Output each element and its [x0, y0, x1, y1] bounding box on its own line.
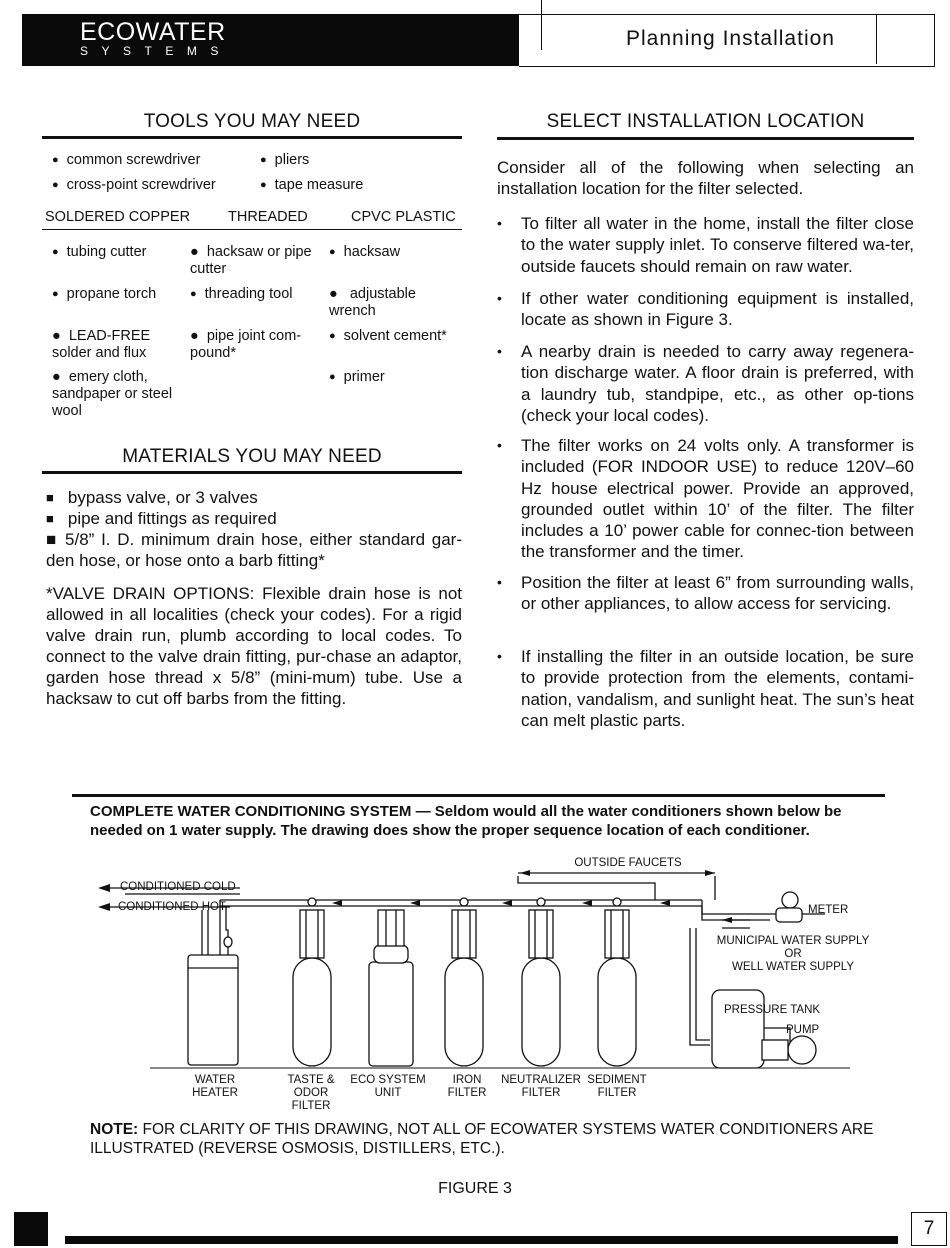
column-header-cpvc: CPVC PLASTIC — [351, 209, 456, 225]
taste-odor-filter — [293, 898, 331, 1066]
conditioned-cold-label: CONDITIONED COLD — [120, 881, 236, 893]
section-rule — [497, 137, 914, 140]
tool-item: ● tubing cutter — [52, 244, 182, 262]
eco-system-unit — [369, 910, 413, 1066]
pressure-tank — [712, 990, 764, 1068]
tool-item: ● primer — [329, 369, 459, 387]
figure-note: NOTE: FOR CLARITY OF THIS DRAWING, NOT ALL OF ECOWATER SYSTEMS WATER CONDITIONERS ARE ILLUSTRATED (REVERSE OSMOSIS, DISTILLERS, ETC.). — [90, 1121, 874, 1157]
tools-heading: TOOLS YOU MAY NEED — [143, 111, 361, 132]
column-header-threaded: THREADED — [228, 209, 308, 225]
materials-heading: MATERIALS YOU MAY NEED — [122, 446, 382, 467]
location-bullet: • The filter works on 24 volts only. A transformer is included (FOR INDOOR USE) to reduce 120V–60 Hz house electrical power. Provide an approved, grounded outlet within 10’ of the filter. The filter includes a 10’ power cable for connec-tion between the transformer and the timer. — [497, 436, 914, 562]
page-title: Planning Installation — [626, 27, 835, 50]
meter-label: METER — [808, 904, 849, 916]
column-header-soldered: SOLDERED COPPER — [45, 209, 191, 225]
municipal-supply-label: MUNICIPAL WATER SUPPLY — [716, 935, 870, 947]
brand-logo: ECOWATER — [80, 18, 226, 46]
pump-icon — [762, 1036, 816, 1064]
location-bullet: • Position the filter at least 6” from surrounding walls, or other appliances, to allow access for servicing. — [497, 573, 914, 614]
taste-odor-label: TASTE & ODOR FILTER — [287, 1074, 335, 1112]
tool-item: ● LEAD-FREE solder and flux — [52, 328, 151, 361]
tool-item: ● cross-point screwdriver — [52, 177, 216, 195]
tool-item: ● propane torch — [52, 286, 182, 304]
header-divider — [541, 0, 542, 50]
material-item: ■ pipe and fittings as required — [46, 508, 277, 530]
figure-number: FIGURE 3 — [438, 1180, 512, 1197]
tool-item: ● pliers — [260, 152, 309, 170]
neutralizer-label: NEUTRALIZER FILTER — [501, 1074, 581, 1099]
sediment-filter — [598, 898, 636, 1066]
pressure-tank-label: PRESSURE TANK — [724, 1004, 821, 1016]
footer-bar — [65, 1236, 898, 1244]
meter-icon — [776, 892, 802, 922]
water-heater-label: WATER HEATER — [192, 1074, 238, 1099]
municipal-supply-label: WELL WATER SUPPLY — [731, 961, 855, 973]
section-rule — [42, 471, 462, 474]
tool-item: ● common screwdriver — [52, 152, 200, 170]
page-number: 7 — [911, 1212, 947, 1246]
tool-item: ● adjustable wrench — [329, 286, 416, 319]
figure-rule — [72, 794, 885, 797]
tool-item: ● hacksaw — [329, 244, 459, 262]
valve-drain-note: *VALVE DRAIN OPTIONS: Flexible drain hose is not allowed in all localities (check your codes). For a rigid valve drain run, plumb according to local codes. To connect to the valve drain fitting, pur-chase an adaptor, garden hose thread x 5/8” (mini-mum) tube. Use a hacksaw to cut off barbs from the fitting. — [46, 584, 462, 708]
location-heading: SELECT INSTALLATION LOCATION — [546, 111, 865, 132]
iron-filter — [445, 898, 483, 1066]
municipal-supply-label: OR — [784, 948, 802, 960]
figure-caption: COMPLETE WATER CONDITIONING SYSTEM — Seldom would all the water conditioners shown below be needed on 1 water supply. The drawing does show the proper sequence location of each conditioner. — [90, 803, 842, 839]
location-bullet: • To filter all water in the home, install the filter close to the water supply inlet. To conserve filtered wa-ter, outside faucets should remain on raw water. — [497, 214, 914, 276]
tool-item: ● solvent cement* — [329, 328, 464, 346]
header-divider — [876, 14, 877, 64]
conditioned-hot-label: CONDITIONED HOT — [118, 901, 226, 913]
section-rule — [42, 136, 462, 139]
brand-subtitle: SYSTEMS — [80, 44, 232, 58]
footer-corner-block — [14, 1212, 48, 1246]
pump-label: PUMP — [786, 1024, 820, 1036]
table-rule — [42, 229, 462, 230]
tool-item: ● hacksaw or pipe cutter — [190, 244, 312, 277]
iron-filter-label: IRON FILTER — [447, 1074, 487, 1099]
location-intro: Consider all of the following when selecting an installation location for the filter selected. — [497, 158, 914, 198]
tool-item: ● threading tool — [190, 286, 320, 304]
tool-item: ● emery cloth, sandpaper or steel wool — [52, 369, 173, 419]
water-heater — [188, 937, 238, 1065]
tool-item: ● pipe joint com-pound* — [190, 328, 302, 361]
location-bullet: • If installing the filter in an outside location, be sure to provide protection from the elements, contami-nation, vandalism, and sunlight heat. The sun’s heat can melt plastic parts. — [497, 647, 914, 730]
sediment-label: SEDIMENT FILTER — [587, 1074, 647, 1099]
outside-faucets-label: OUTSIDE FAUCETS — [574, 857, 682, 869]
location-bullet: • A nearby drain is needed to carry away regenera-tion discharge water. A floor drain is preferred, with a laundry tub, standpipe, etc., as other op-tions (check your local codes). — [497, 342, 914, 425]
material-item: ■ 5/8” I. D. minimum drain hose, either standard gar-den hose, or hose onto a barb fitting* — [46, 530, 462, 570]
location-bullet: • If other water conditioning equipment is installed, locate as shown in Figure 3. — [497, 289, 914, 330]
material-item: ■ bypass valve, or 3 valves — [46, 487, 258, 509]
tool-item: ● tape measure — [260, 177, 363, 195]
eco-system-label: ECO SYSTEM UNIT — [350, 1074, 426, 1099]
neutralizer-filter — [522, 898, 560, 1066]
